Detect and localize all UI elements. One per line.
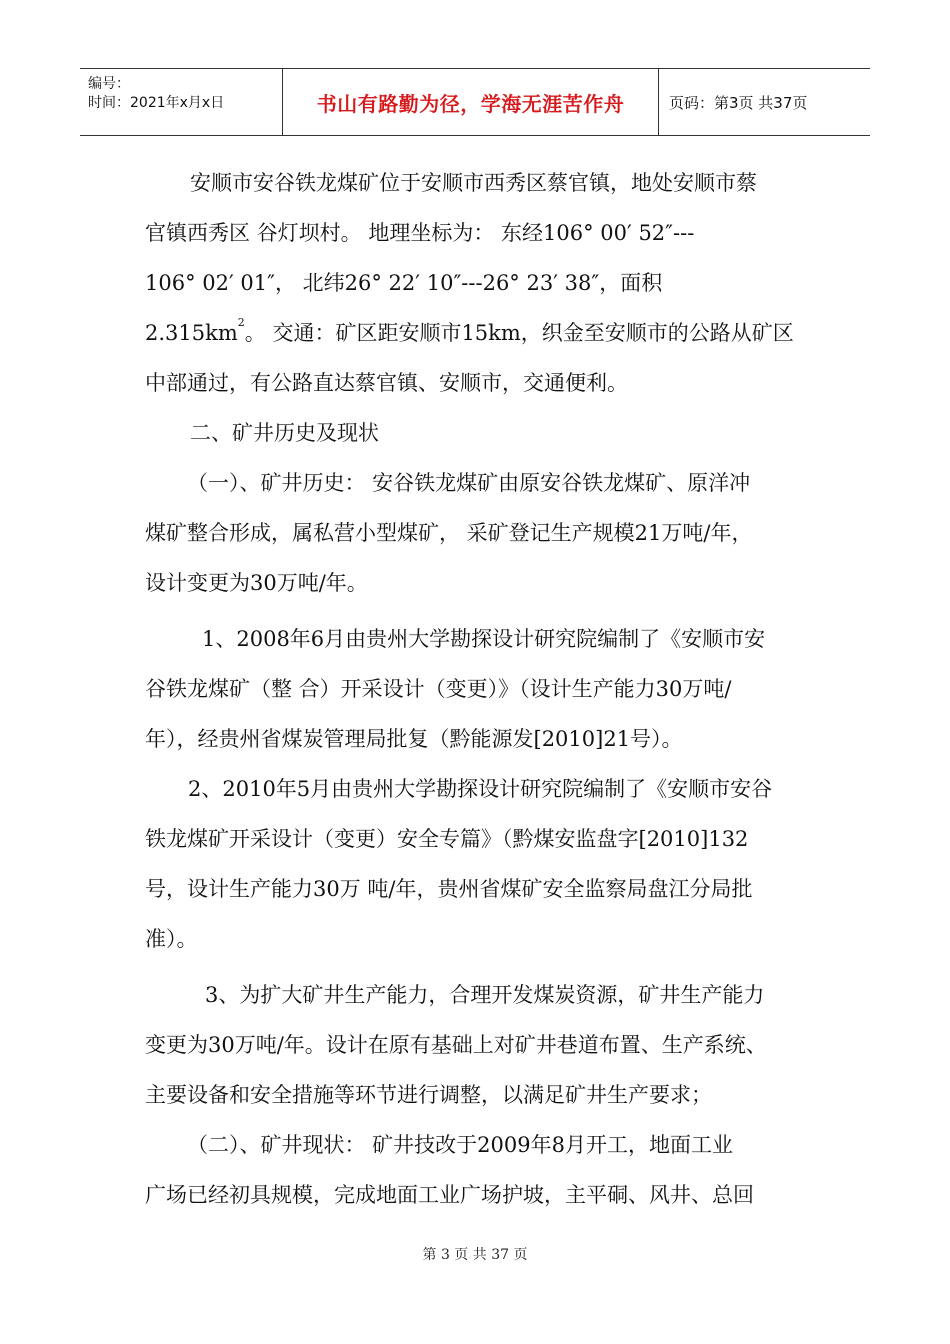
- text-line: [145, 308, 805, 358]
- text-line: 设计变更为30万吨/年。: [145, 571, 368, 595]
- text-line: 年），经贵州省煤炭管理局批复（黔能源发[2010]21号）。: [145, 727, 683, 751]
- text-line: 主要设备和安全措施等环节进行调整，以满足矿井生产要求；: [145, 1083, 712, 1107]
- text-line: 106° 02′ 01″， 北纬26° 22′ 10″---26° 23′ 38″，面积: [145, 271, 663, 295]
- text-line: 中部通过，有公路直达蔡官镇、安顺市，交通便利。: [145, 371, 628, 395]
- text-line: 铁龙煤矿开采设计（变更）安全专篇》（黔煤安监盘字[2010]132: [145, 827, 749, 851]
- text-line: 煤矿整合形成，属私营小型煤矿， 采矿登记生产规模21万吨/年，: [145, 521, 753, 545]
- area-value: 2.315km: [145, 321, 238, 345]
- text-line: 谷铁龙煤矿（整 合）开采设计（变更）》（设计生产能力30万吨/: [145, 677, 732, 701]
- number-label: 编号：: [88, 76, 130, 92]
- transport-text: 。 交通：矿区距安顺市15km，织金至安顺市的公路从矿区: [244, 321, 794, 345]
- header-page-info: 页码：第3页 共37页: [669, 93, 808, 112]
- section-heading: 二、矿井历史及现状: [190, 421, 379, 445]
- text-line: 广场已经初具规模，完成地面工业广场护坡，主平硐、风井、总回: [145, 1183, 754, 1207]
- text-line: 1、2008年6月由贵州大学勘探设计研究院编制了《安顺市安: [202, 627, 766, 651]
- page-footer: 第 3 页 共 37 页: [422, 1247, 528, 1263]
- text-line: 号，设计生产能力30万 吨/年，贵州省煤矿安全监察局盘江分局批: [145, 877, 753, 901]
- page-header: [80, 68, 870, 136]
- text-line: （一）、矿井历史： 安谷铁龙煤矿由原安谷铁龙煤矿、原洋冲: [187, 471, 751, 495]
- text-line: 准）。: [145, 927, 198, 951]
- time-label: 时间：2021年x月x日: [88, 95, 225, 111]
- text-line: 变更为30万吨/年。设计在原有基础上对矿井巷道布置、生产系统、: [145, 1033, 767, 1057]
- text-line: 官镇西秀区 谷灯坝村。 地理坐标为： 东经106° 00′ 52″---: [145, 221, 695, 245]
- text-line: 3、为扩大矿井生产能力，合理开发煤炭资源，矿井生产能力: [205, 983, 765, 1007]
- document-body: [145, 158, 805, 1220]
- text-line: 安顺市安谷铁龙煤矿位于安顺市西秀区蔡官镇，地处安顺市蔡: [190, 171, 757, 195]
- area-exponent: 2: [237, 316, 245, 329]
- header-motto: 书山有路勤为径，学海无涯苦作舟: [283, 69, 659, 135]
- text-line: （二）、矿井现状： 矿井技改于2009年8月开工，地面工业: [187, 1133, 733, 1157]
- text-line: 2、2010年5月由贵州大学勘探设计研究院编制了《安顺市安谷: [188, 777, 773, 801]
- header-meta: [80, 69, 283, 135]
